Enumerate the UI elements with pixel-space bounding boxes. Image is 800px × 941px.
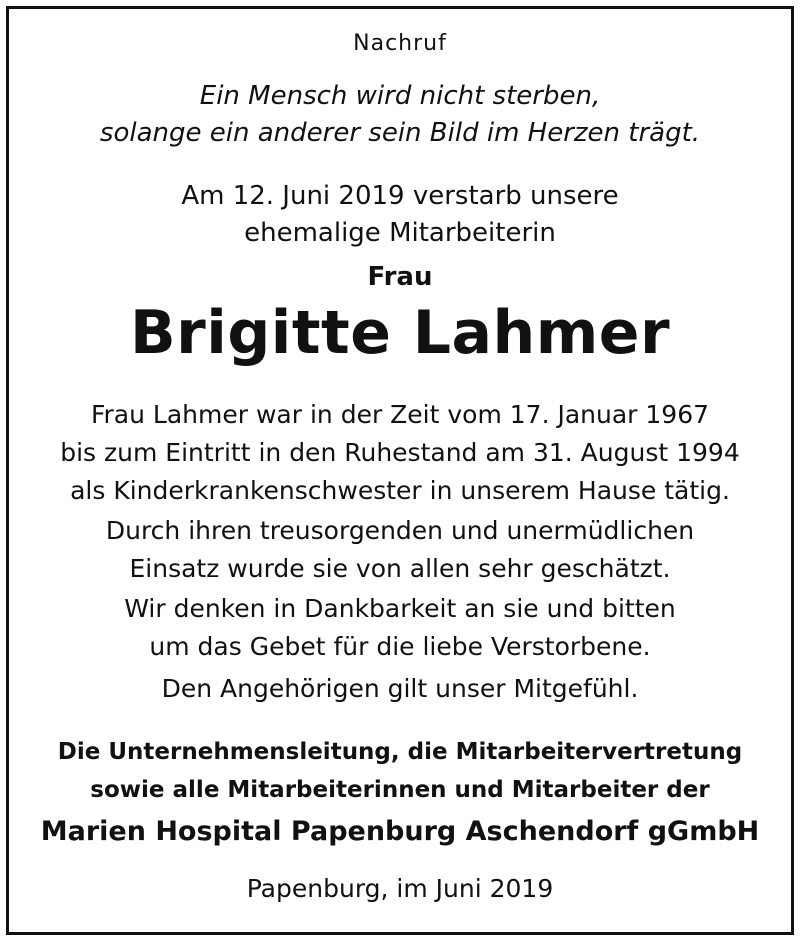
signatories-line-1: Die Unternehmensleitung, die Mitarbeitervertretung: [57, 739, 743, 765]
body-line-5: Einsatz wurde sie von allen sehr geschätzt.: [129, 554, 671, 583]
deceased-name: Brigitte Lahmer: [129, 298, 671, 368]
body-line-2: bis zum Eintritt in den Ruhestand am 31. August 1994: [60, 438, 740, 467]
intro-line-2: ehemalige Mitarbeiterin: [244, 218, 556, 248]
quote-line-2: solange ein anderer sein Bild im Herzen trägt.: [99, 118, 701, 148]
body-line-7: um das Gebet für die liebe Verstorbene.: [149, 632, 651, 661]
body-line-8: Den Angehörigen gilt unser Mitgefühl.: [161, 674, 639, 703]
intro-line-1: Am 12. Juni 2019 verstarb unsere: [181, 181, 619, 211]
body-line-1: Frau Lahmer war in der Zeit vom 17. Januar 1967: [90, 400, 710, 429]
salutation: Frau: [367, 262, 433, 292]
organization-name: Marien Hospital Papenburg Aschendorf gGmbH: [40, 816, 760, 847]
body-line-6: Wir denken in Dankbarkeit an sie und bitten: [124, 594, 676, 623]
place-date: Papenburg, im Juni 2019: [246, 874, 554, 903]
body-line-3: als Kinderkrankenschwester in unserem Hause tätig.: [70, 476, 730, 505]
quote-line-1: Ein Mensch wird nicht sterben,: [199, 81, 601, 111]
notice-heading: Nachruf: [353, 31, 447, 56]
signatories-line-2: sowie alle Mitarbeiterinnen und Mitarbeiter der: [90, 777, 710, 803]
body-line-4: Durch ihren treusorgenden und unermüdlichen: [105, 516, 695, 545]
